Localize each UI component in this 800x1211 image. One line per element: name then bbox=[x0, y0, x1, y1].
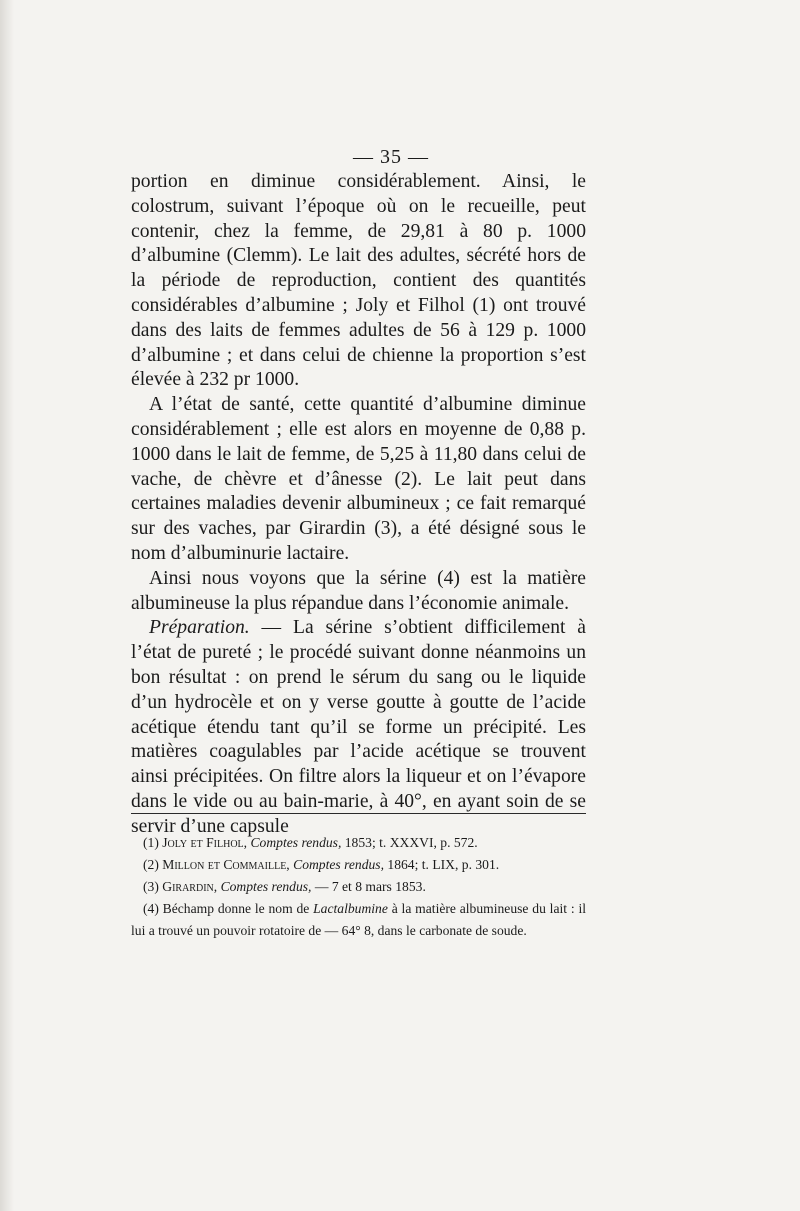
page-number: — 35 — bbox=[353, 146, 429, 168]
preparation-heading: Préparation. bbox=[149, 617, 250, 639]
footnote-title: Comptes rendus, bbox=[250, 835, 342, 850]
footnote-authors: Millon et Commaille, bbox=[162, 857, 290, 872]
paragraph-4 bbox=[131, 616, 586, 839]
footnote-title: Comptes rendus, bbox=[220, 879, 312, 894]
footnote-before: Béchamp donne le nom de bbox=[158, 901, 314, 916]
footnote-title: Comptes rendus, bbox=[293, 857, 384, 872]
footnote-rest: 1853; t. XXXVI, p. 572. bbox=[341, 835, 478, 850]
page-edge-shadow bbox=[0, 0, 14, 1211]
footnote-2 bbox=[131, 854, 586, 876]
footnote-1 bbox=[131, 832, 586, 854]
footnote-mark: (1) bbox=[143, 835, 159, 850]
footnote-authors: Girardin, bbox=[162, 879, 218, 894]
footnote-mark: (3) bbox=[143, 879, 159, 894]
paragraph-2: A l’état de santé, cette quantité d’albumine diminue considérablement ; elle est alors en moyenne de 0,88 p. 1000 dans le lait de femme, de 5,25 à 11,80 dans celui de vache, de chèvre et d’ânesse (2). Le lait peut dans certaines maladies devenir albumineux ; ce fait remarqué sur des vaches, par Girardin (3), a été désigné sous le nom d’albuminurie lactaire. bbox=[131, 394, 586, 564]
footnote-3 bbox=[131, 876, 586, 898]
footnote-title: Lactalbumine bbox=[313, 901, 388, 916]
preparation-text: — La sérine s’obtient difficilement à l’état de pureté ; le procédé suivant donne néanmoins un bon résultat : on prend le sérum du sang ou le liquide d’un hydrocèle et on y verse goutte à goutte de l’acide acétique étendu tant qu’il se forme un précipité. Les matières coagulables par l’acide acétique se trouvent ainsi précipitées. On filtre alors la liqueur et on l’évapore dans le vide ou au bain-marie, à 40°, en ayant soin de se servir d’une capsule bbox=[131, 617, 586, 837]
footnotes bbox=[131, 832, 586, 942]
footnote-rule bbox=[131, 813, 586, 814]
footnote-authors: Joly et Filhol, bbox=[162, 835, 248, 850]
footnote-rest: à la matière albumineuse du lait : il lui a trouvé un pouvoir rotatoire de — 64° 8, dans le carbonate de soude. bbox=[131, 901, 587, 938]
footnote-rest: — 7 et 8 mars 1853. bbox=[311, 879, 426, 894]
footnote-4 bbox=[131, 898, 586, 942]
body-text bbox=[131, 170, 586, 840]
footnote-mark: (2) bbox=[143, 857, 159, 872]
paragraph-1: portion en diminue considérablement. Ainsi, le colostrum, suivant l’époque où on le recueille, peut contenir, chez la femme, de 29,81 à 80 p. 1000 d’albumine (Clemm). Le lait des adultes, sécrété hors de la période de reproduction, contient des quantités considérables d’albumine ; Joly et Filhol (1) ont trouvé dans des laits de femmes adultes de 56 à 129 p. 1000 d’albumine ; et dans celui de chienne la proportion s’est élevée à 232 pr 1000. bbox=[131, 171, 586, 391]
footnote-mark: (4) bbox=[143, 901, 159, 916]
paragraph-3: Ainsi nous voyons que la sérine (4) est la matière albumineuse la plus répandue dans l’économie animale. bbox=[131, 567, 586, 614]
footnote-rest: 1864; t. LIX, p. 301. bbox=[384, 857, 500, 872]
